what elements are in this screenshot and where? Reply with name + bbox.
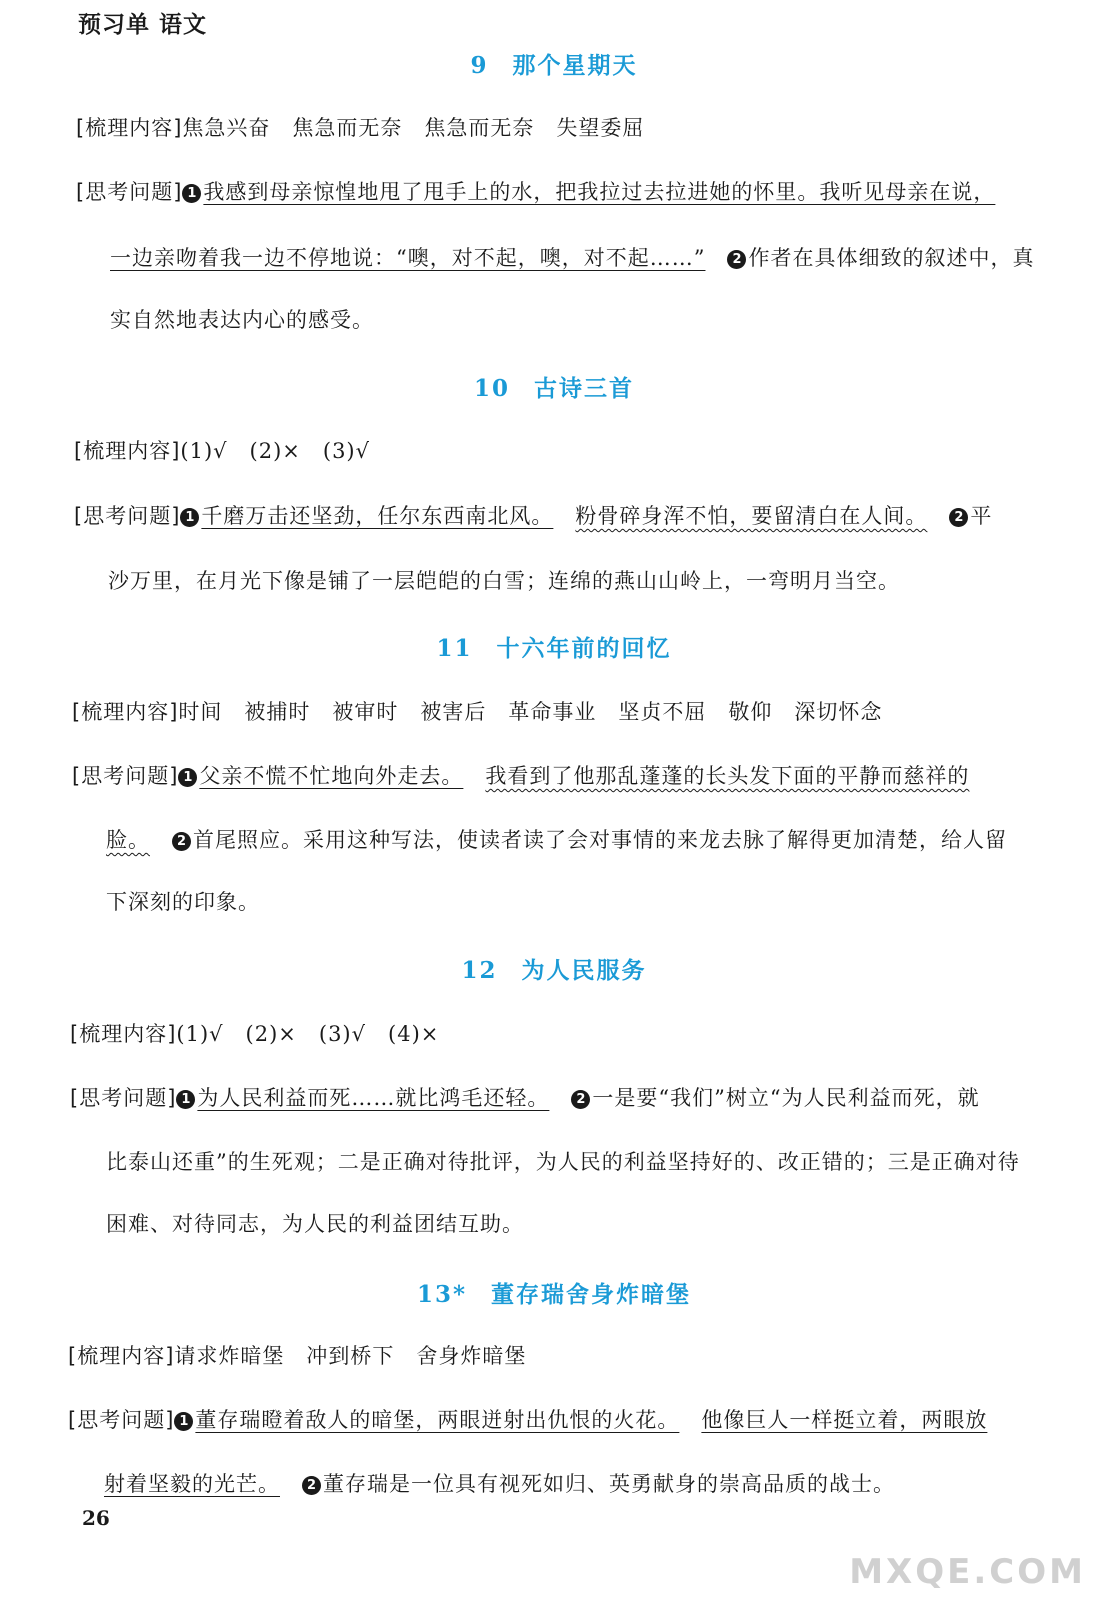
lesson-12-think-line-2: 比泰山还重”的生死观；二是正确对待批评，为人民的利益坚持好的、改正错的；三是正确对待 bbox=[106, 1150, 1020, 1174]
lesson-10-title: 10 古诗三首 bbox=[473, 375, 634, 402]
lesson-9-title: 9 那个星期天 bbox=[470, 52, 638, 79]
lesson-10-sorting: [梳理内容](1)√ (2)× (3)√ bbox=[74, 439, 371, 463]
lesson-13-think-line-2: 射着坚毅的光芒。 2 董存瑞是一位具有视死如归、英勇献身的崇高品质的战士。 bbox=[104, 1472, 895, 1496]
lesson-9-think-line-2: 一边亲吻着我一边不停地说：“噢，对不起，噢，对不起……” 2 作者在具体细致的叙述中，真 bbox=[110, 246, 1035, 270]
lesson-11-think-line-2: 脸。 2 首尾照应。采用这种写法，使读者读了会对事情的来龙去脉了解得更加清楚，给人留 bbox=[106, 828, 1007, 852]
lesson-13-sorting: [梳理内容]请求炸暗堡 冲到桥下 舍身炸暗堡 bbox=[68, 1344, 527, 1368]
marker-1-icon: 1 bbox=[178, 768, 197, 787]
marker-1-icon: 1 bbox=[174, 1412, 193, 1431]
marker-2-icon: 2 bbox=[302, 1476, 321, 1495]
marker-1-icon: 1 bbox=[180, 508, 199, 527]
marker-1-icon: 1 bbox=[182, 184, 201, 203]
lesson-11-think-line-3: 下深刻的印象。 bbox=[106, 890, 260, 914]
marker-2-icon: 2 bbox=[727, 250, 746, 269]
page-header: 预习单 语文 bbox=[78, 12, 208, 38]
watermark: MXQE.COM bbox=[849, 1552, 1086, 1592]
lesson-11-title: 11 十六年前的回忆 bbox=[436, 635, 672, 662]
marker-2-icon: 2 bbox=[571, 1090, 590, 1109]
marker-2-icon: 2 bbox=[949, 508, 968, 527]
lesson-11-think-line-1: [思考问题] 1 父亲不慌不忙地向外走去。 我看到了他那乱蓬蓬的长头发下面的平静而慈祥的 bbox=[72, 764, 970, 788]
lesson-9-think-line-1: [思考问题] 1 我感到母亲惊惶地甩了甩手上的水，把我拉过去拉进她的怀里。我听见母亲在说， bbox=[76, 180, 996, 204]
lesson-10-think-line-1: [思考问题] 1 千磨万击还坚劲，任尔东西南北风。 粉骨碎身浑不怕，要留清白在人间。 2 平 bbox=[74, 504, 993, 528]
lesson-9-sorting: [梳理内容]焦急兴奋 焦急而无奈 焦急而无奈 失望委屈 bbox=[76, 116, 645, 140]
lesson-13-title: 13* 董存瑞舍身炸暗堡 bbox=[416, 1281, 692, 1308]
lesson-10-think-line-2: 沙万里，在月光下像是铺了一层皑皑的白雪；连绵的燕山山岭上，一弯明月当空。 bbox=[108, 569, 900, 593]
lesson-12-think-line-3: 困难、对待同志，为人民的利益团结互助。 bbox=[106, 1212, 524, 1236]
marker-2-icon: 2 bbox=[172, 832, 191, 851]
lesson-12-title: 12 为人民服务 bbox=[461, 957, 647, 984]
lesson-12-sorting: [梳理内容](1)√ (2)× (3)√ (4)× bbox=[70, 1022, 440, 1046]
page-number: 26 bbox=[82, 1506, 110, 1530]
lesson-9-think-line-3: 实自然地表达内心的感受。 bbox=[110, 308, 374, 332]
marker-1-icon: 1 bbox=[176, 1090, 195, 1109]
lesson-11-sorting: [梳理内容]时间 被捕时 被审时 被害后 革命事业 坚贞不屈 敬仰 深切怀念 bbox=[72, 700, 883, 724]
lesson-12-think-line-1: [思考问题] 1 为人民利益而死……就比鸿毛还轻。 2 一是要“我们”树立“为人民利益而死，就 bbox=[70, 1086, 980, 1110]
lesson-13-think-line-1: [思考问题] 1 董存瑞瞪着敌人的暗堡，两眼迸射出仇恨的火花。 他像巨人一样挺立着，两眼放 bbox=[68, 1408, 988, 1432]
